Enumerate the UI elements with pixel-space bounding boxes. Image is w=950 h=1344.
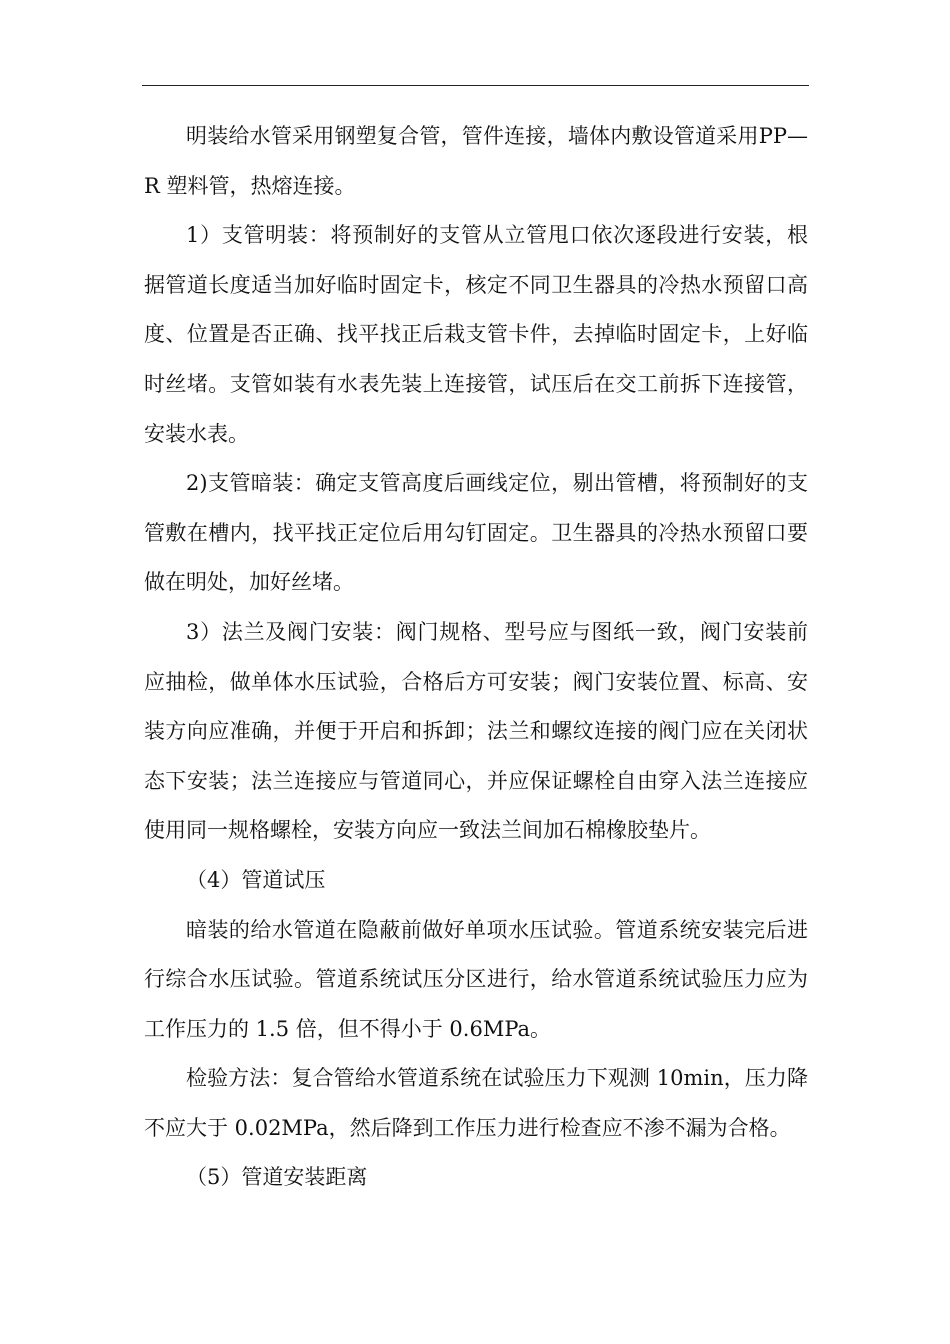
paragraph-branch-exposed: 1）支管明装：将预制好的支管从立管甩口依次逐段进行安装，根据管道长度适当加好临时固定卡，核定不同卫生器具的冷热水预留口高度、位置是否正确、找平找正后栽支管卡件，去掉临时固定卡，上好临时丝堵。支管如装有水表先装上连接管，试压后在交工前拆下连接管，安装水表。	[144, 223, 808, 446]
section-heading-pressure-test: （4）管道试压	[186, 867, 326, 892]
paragraph-flange-valve: 3）法兰及阀门安装：阀门规格、型号应与图纸一致，阀门安装前应抽检，做单体水压试验，合格后方可安装；阀门安装位置、标高、安装方向应准确，并便于开启和拆卸；法兰和螺纹连接的阀门应在关闭状态下安装；法兰连接应与管道同心，并应保证螺栓自由穿入法兰连接应使用同一规格螺栓，安装方向应一致法兰间加石棉橡胶垫片。	[144, 619, 808, 843]
paragraph-inspection-method: 检验方法：复合管给水管道系统在试验压力下观测 10min，压力降不应大于 0.02MPa，然后降到工作压力进行检查应不渗不漏为合格。	[144, 1066, 808, 1140]
paragraph-branch-concealed: 2)支管暗装：确定支管高度后画线定位，剔出管槽，将预制好的支管敷在槽内，找平找正定位后用勾钉固定。卫生器具的冷热水预留口要做在明处，加好丝堵。	[144, 471, 808, 595]
section-heading-install-distance: （5）管道安装距离	[186, 1165, 368, 1190]
paragraph-intro: 明装给水管采用钢塑复合管，管件连接，墙体内敷设管道采用PP—R 塑料管，热熔连接。	[144, 124, 808, 198]
header-rule	[142, 85, 809, 86]
paragraph-pressure-test: 暗装的给水管道在隐蔽前做好单项水压试验。管道系统安装完后进行综合水压试验。管道系统试压分区进行，给水管道系统试验压力应为工作压力的 1.5 倍，但不得小于 0.6MPa。	[144, 917, 808, 1041]
body-text	[144, 112, 808, 1203]
